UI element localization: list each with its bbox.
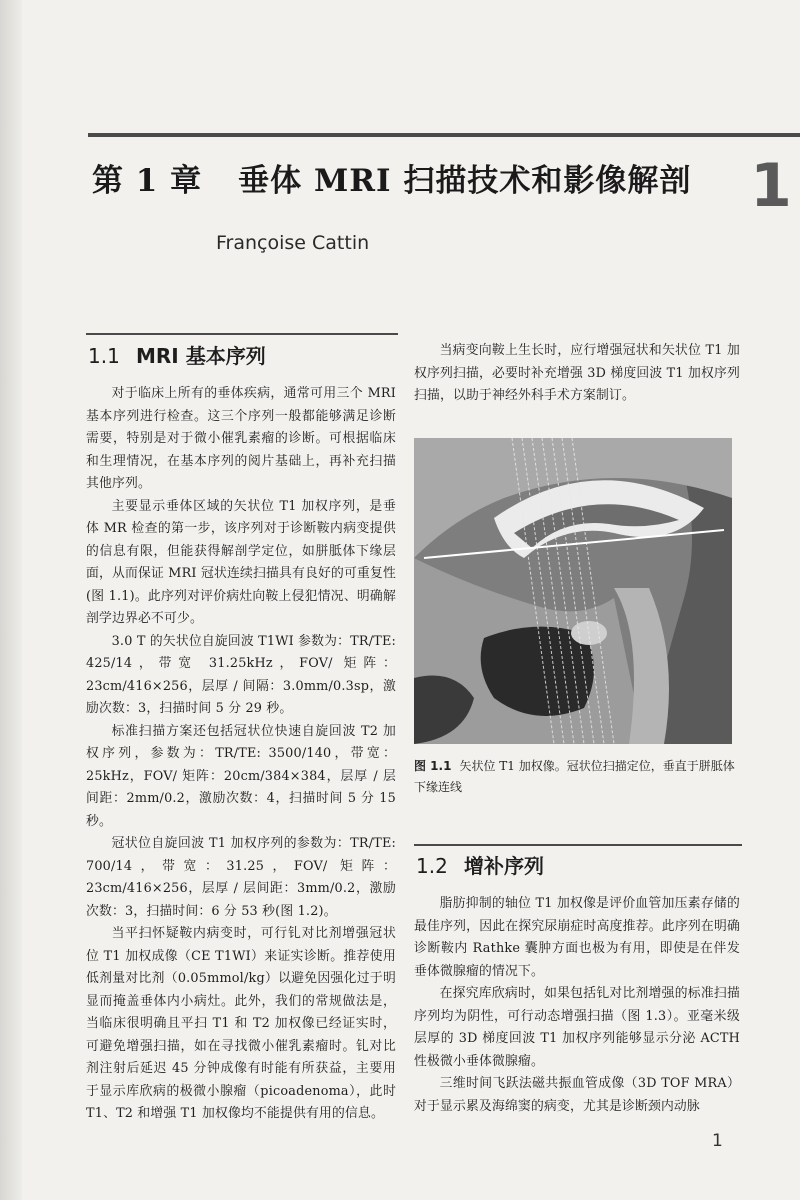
figure-label: 图 1.1 [414,759,452,773]
figure-caption [414,756,742,798]
chapter-title [92,160,732,202]
section-title: MRI 基本序列 [136,344,266,368]
paragraph: 冠状位自旋回波 T1 加权序列的参数为：TR/TE: 700/14，带宽：31.25，FOV/ 矩阵：23cm/416×256，层厚 / 层间距：3mm/0.2，激励次数：3，扫描时间：6 分 53 秒(图 1.2)。 [86,836,396,919]
paragraph: 当病变向鞍上生长时，应行增强冠状和矢状位 T1 加权序列扫描，必要时补充增强 3D 梯度回波 T1 加权序列扫描，以助于神经外科手术方案制订。 [414,343,740,403]
chapter-label: 第 1 章 [92,163,203,199]
paragraph: 在探究库欣病时，如果包括钆对比剂增强的标准扫描序列均为阴性，可行动态增强扫描（图 1.3）。亚毫米级层厚的 3D 梯度回波 T1 加权序列能够显示分泌 ACTH 性极微小垂体微腺瘤。 [414,986,740,1069]
right-column-bottom [414,893,740,1118]
figure-caption-text: 矢状位 T1 加权像。冠状位扫描定位，垂直于胼胝体下缘连线 [414,759,735,794]
page-number: 1 [712,1131,723,1151]
page-binding-shadow [0,0,22,1200]
section-title: 增补序列 [464,854,544,878]
paragraph: 对于临床上所有的垂体疾病，通常可用三个 MRI 基本序列进行检查。这三个序列一般都能够满足诊断需要，特别是对于微小催乳素瘤的诊断。可根据临床和生理情况，在基本序列的阅片基础上，再补充扫描其他序列。 [86,386,396,491]
section-1-1-rule [86,333,398,335]
chapter-author: Françoise Cattin [216,232,370,254]
paragraph: 3.0 T 的矢状位自旋回波 T1WI 参数为：TR/TE: 425/14，带宽 31.25kHz，FOV/ 矩阵：23cm/416×256，层厚 / 间隔：3.0mm/0.3sp，激励次数：3，扫描时间 5 分 29 秒。 [86,633,396,716]
paragraph: 主要显示垂体区域的矢状位 T1 加权序列，是垂体 MR 检查的第一步，该序列对于诊断鞍内病变提供的信息有限，但能获得解剖学定位，如胼胝体下缘层面，从而保证 MRI 冠状连续扫描具有良好的可重复性(图 1.1)。此序列对评价病灶向鞍上侵犯情况、明确解剖学边界必不可少。 [86,498,396,626]
left-column [86,383,396,1126]
section-number: 1.1 [88,344,120,368]
section-number: 1.2 [416,854,448,878]
chapter-top-rule [88,133,800,137]
chapter-title-text: 垂体 MRI 扫描技术和影像解剖 [238,163,692,199]
right-column-top [414,340,740,408]
section-1-1-heading [88,342,266,370]
section-1-2-rule [414,844,742,846]
paragraph: 三维时间飞跃法磁共振血管成像（3D TOF MRA）对于显示累及海绵窦的病变，尤其是诊断颈内动脉 [414,1076,740,1114]
paragraph: 脂肪抑制的轴位 T1 加权像是评价血管加压素存储的最佳序列，因此在探究尿崩症时高度推荐。此序列在明确诊断鞍内 Rathke 囊肿方面也极为有用，即使是在伴发垂体微腺瘤的情况下。 [414,896,740,979]
chapter-number-tab: 1 [750,151,792,221]
section-1-2-heading [416,852,544,880]
mri-sagittal-t1-image [414,438,732,744]
paragraph: 当平扫怀疑鞍内病变时，可行钆对比剂增强冠状位 T1 加权成像（CE T1WI）来证实诊断。推荐使用低剂量对比剂（0.05mmol/kg）以避免因强化过于明显而掩盖垂体内小病灶。此外，我们的常规做法是，当临床很明确且平扫 T1 和 T2 加权像已经证实时，可避免增强扫描，如在寻找微小催乳素瘤时。钆对比剂注射后延迟 45 分钟成像有时能有所获益，主要用于显示库欣病的极微小腺瘤（picoadenoma），此时 T1、T2 和增强 T1 加权像均不能提供有用的信息。 [86,926,396,1121]
paragraph: 标准扫描方案还包括冠状位快速自旋回波 T2 加权序列，参数为：TR/TE: 3500/140，带宽：25kHz，FOV/ 矩阵：20cm/384×384，层厚 / 层间距：2mm/0.2，激励次数：4，扫描时间 5 分 15 秒。 [86,723,396,829]
